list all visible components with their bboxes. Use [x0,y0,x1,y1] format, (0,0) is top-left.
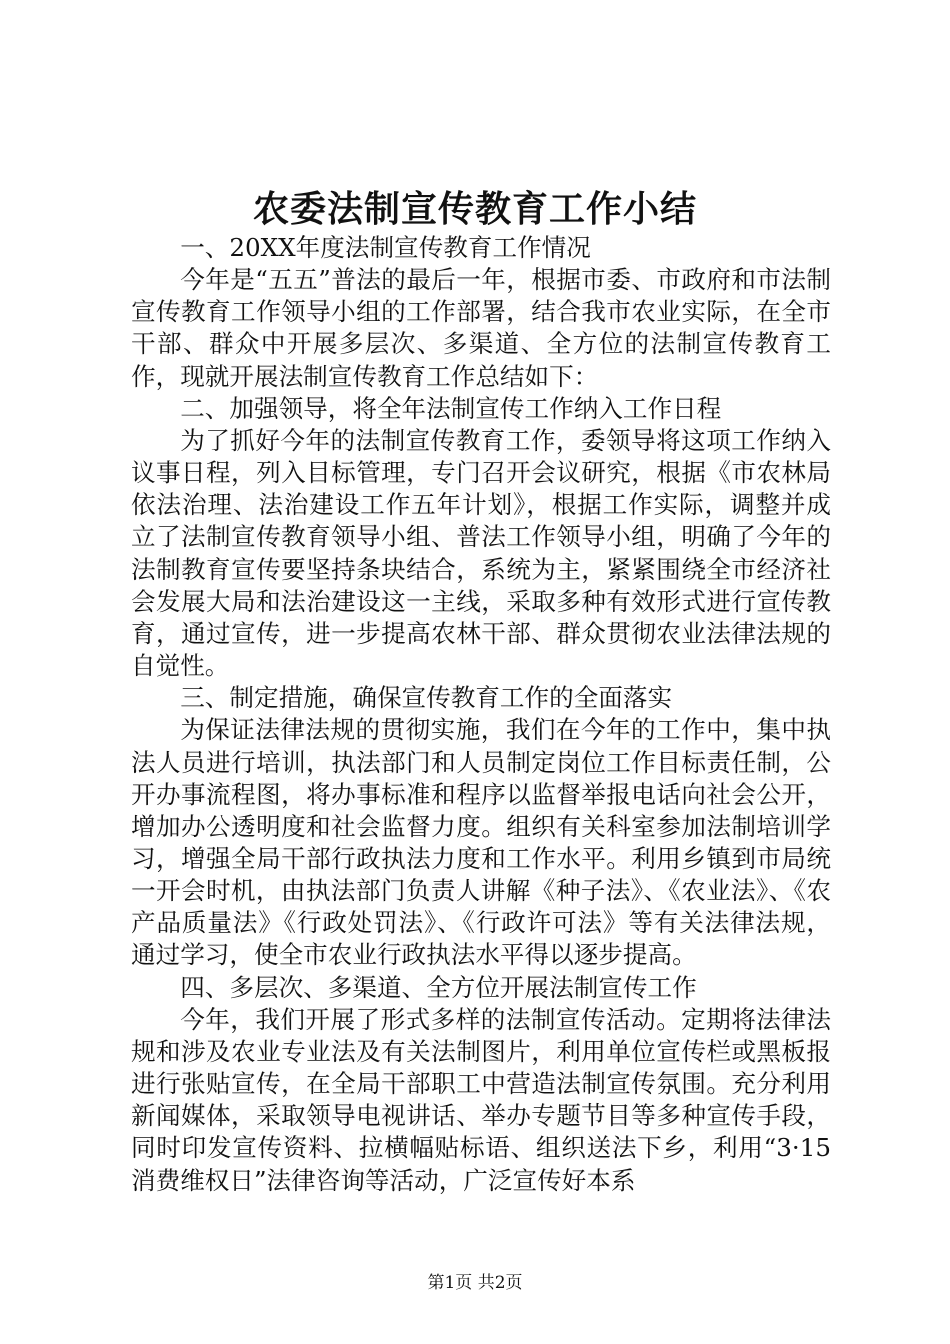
paragraph-4: 今年，我们开展了形式多样的法制宣传活动。定期将法律法规和涉及农业专业法及有关法制图片，利用单位宣传栏或黑板报进行张贴宣传，在全局干部职工中营造法制宣传氛围。充分利用新闻媒体，采取领导电视讲话、举办专题节目等多种宣传手段，同时印发宣传资料、拉横幅贴标语、组织送法下乡，利用“3·15消费维权日”法律咨询等活动，广泛宣传好本系 [131,1004,831,1195]
section-heading-2: 二、加强领导，将全年法制宣传工作纳入工作日程 [180,393,722,423]
paragraph-1: 今年是“五五”普法的最后一年，根据市委、市政府和市法制宣传教育工作领导小组的工作部署，结合我市农业实际，在全市干部、群众中开展多层次、多渠道、全方位的法制宣传教育工作，现就开展法制宣传教育工作总结如下： [131,265,831,391]
section-heading-1: 一、20XX年度法制宣传教育工作情况 [180,233,591,262]
document-body [131,232,831,1197]
section-heading-4: 四、多层次、多渠道、全方位开展法制宣传工作 [180,972,697,1002]
document-title: 农委法制宣传教育工作小结 [252,188,697,230]
paragraph-3: 为保证法律法规的贯彻实施，我们在今年的工作中，集中执法人员进行培训，执法部门和人员制定岗位工作目标责任制，公开办事流程图，将办事标准和程序以监督举报电话向社会公开，增加办公透明度和社会监督力度。组织有关科室参加法制培训学习，增强全局干部行政执法力度和工作水平。利用乡镇到市局统一开会时机，由执法部门负责人讲解《种子法》、《农业法》、《农产品质量法》《行政处罚法》、《行政许可法》等有关法律法规，通过学习，使全市农业行政执法水平得以逐步提高。 [131,715,831,970]
page-number-footer: 第1页 共2页 [427,1273,523,1293]
paragraph-2: 为了抓好今年的法制宣传教育工作，委领导将这项工作纳入议事日程，列入目标管理，专门召开会议研究，根据《市农林局依法治理、法治建设工作五年计划》，根据工作实际，调整并成立了法制宣传教育领导小组、普法工作领导小组，明确了今年的法制教育宣传要坚持条块结合，系统为主，紧紧围绕全市经济社会发展大局和法治建设这一主线，采取多种有效形式进行宣传教育，通过宣传，进一步提高农林干部、群众贯彻农业法律法规的自觉性。 [131,425,831,681]
section-heading-3: 三、制定措施，确保宣传教育工作的全面落实 [180,683,673,713]
